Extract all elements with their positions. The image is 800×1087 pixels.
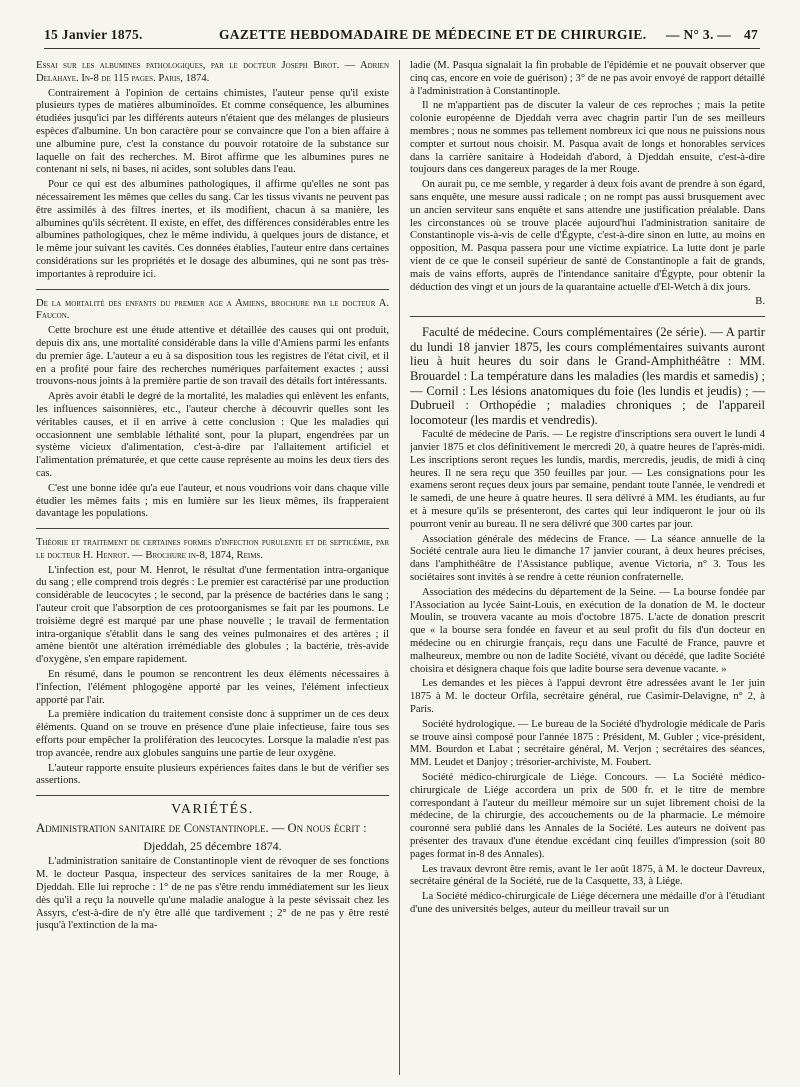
divider <box>36 528 389 529</box>
admin-signature: B. <box>755 296 765 308</box>
right-column <box>410 60 765 1080</box>
birot-paragraph-2: Pour ce qui est des albumines pathologiques, il affirme qu'elles ne sont pas nécessairement les mêmes que celles du sang. Car les tissus vivants ne peuvent pas être assimilés à des filtres inertes, et ils modifient, chacun à sa manière, les albumines qu'ils sécrètent. Il existe, en effet, des différences considérables entre les albumines pathologiques, chez le même individu, à quelques jours de distance, et le même jour suivant les cavités. Ces données établies, l'auteur entre dans certaines considérations sur les propriétés et le dosage des albumines, qui ne sont pas très-importantes à reproduire ici. <box>36 179 389 280</box>
header-page-number: 47 <box>744 27 759 42</box>
admin-dateline: Djeddah, 25 décembre 1874. <box>143 838 282 853</box>
liege-paragraph-1: Société médico-chirurgicale de Liége. Concours. — La Société médico-chirurgicale de Liége accordera un prix de 500 fr. et le titre de membre correspondant à l'auteur du meilleur mémoire sur un sujet librement choisi de la médecine, de la chirurgie, des accouchements ou de la pharmacie. Le mémoire couronné sera publié dans les Annales de la Société. Les auteurs ne doivent pas présenter des travaux d'une étendue excédant cinq feuilles d'impression (soit 80 pages format in-8 des Annales). <box>410 772 765 860</box>
column-divider <box>399 60 400 1075</box>
henrot-paragraph-4: L'auteur rapporte ensuite plusieurs expériences faites dans le but de vérifier ses assertions. <box>36 762 389 787</box>
header-journal-title: GAZETTE HEBDOMADAIRE DE MÉDECINE ET DE CHIRURGIE. <box>219 27 647 42</box>
association-generale-notice: Association générale des médecins de France. — La séance annuelle de la Société centrale aura lieu le dimanche 17 janvier courant, à deux heures précises, dans l'amphithéâtre de l'Assistance publique, avenue Victoria, n° 3. Tous les sociétaires sont invités à se rendre à cette réunion confraternelle. <box>410 533 765 584</box>
henrot-paragraph-2: En résumé, dans le poumon se rencontrent les deux éléments nécessaires à l'infection, l'élément phlogogène apporté par les veines, l'élément infectieux apporté par l'air. <box>36 669 389 706</box>
varietes-section-title: VARIÉTÉS. <box>171 802 254 818</box>
admin-paragraph-3: On aurait pu, ce me semble, y regarder à deux fois avant de prendre à son égard, sans enquête, une mesure aussi radicale ; on ne rompt pas aussi brusquement avec un ancien serviteur sans enquête et sans attendre une justification préalable. Dans les circonstances où se trouve placée aujourd'hui l'administration sanitaire de Constantinople vis-à-vis de celle d'Égypte, c'est-à-dire sinon en lutte, au moins en opposition, M. Pasqua passera pour une victime expiatrice. La lutte dont je parle vient de ce que le conseil supérieur de santé de Constantinople a fait de grands, mais de vains efforts, auprès de l'intendance sanitaire d'Égypte, pour obtenir la déduction des vingt et un jours de la quarantaine actuelle d'El-Wetch à dix jours. <box>410 179 765 293</box>
birot-paragraph-1: Contrairement à l'opinion de certains chimistes, l'auteur pense qu'il existe plusieurs types de matières albuminoïdes. Et comme conséquence, les albumines étudiées jusqu'ici par les différents auteurs n'étaient que des mélanges de plusieurs espèces d'albumine. Un bon caractère pour se convaincre que l'on a bien affaire à une albumine pure, c'est la constance du pouvoir rotatoire de la substance sur laquelle on fait des recherches. M. Birot affirme que les albumines pures ne contenant ni sels, ni bases, ni acides, sont solubles dans l'eau. <box>36 87 389 176</box>
amiens-paragraph-3: C'est une bonne idée qu'a eue l'auteur, et nous voudrions voir dans chaque ville étudier les mêmes faits ; mis en lumière sur les lieux mêmes, ils frapperaient davantage les populations. <box>36 482 389 520</box>
admin-paragraph-1-continued: ladie (M. Pasqua signalait la fin probable de l'épidémie et ne pouvait observer que cinq cas, encore en voie de guérison) ; 3° de ne pas avoir envoyé de rapport détaillé à l'administration à Constantinople. <box>410 60 765 97</box>
liege-paragraph-3: La Société médico-chirurgicale de Liége décernera une médaille d'or à l'étudiant d'une des universités belges, auteur du meilleur travail sur un <box>410 891 765 915</box>
amiens-paragraph-1: Cette brochure est une étude attentive et détaillée des causes qui ont produit, depuis dix ans, une mortalité considérable dans la ville d'Amiens parmi les enfants du premier âge. L'auteur a eu à sa disposition tous les registres de l'état civil, et il en a profité pour faire des recherches numériques parfaitement exactes ; aussi trouvons-nous joints à la première partie de son travail des détails fort intéressants. <box>36 325 389 388</box>
henrot-paragraph-1: L'infection est, pour M. Henrot, le résultat d'une fermentation intra-organique du sang ; elle comprend trois degrés : Le premier est caractérisé par une production considérable de leucocytes ; le second, par la présence de bactéries dans le sang ; l'auteur croit que l'absorption de ces protoorganismes se fait par les poumons. Le troisième degré est marqué par une phase nouvelle ; le travail de fermentation intra-organique s'établit dans le sang des veines pulmonaires et des artères ; il amène bientôt une altération irrémédiable des globules ; la bactérie, très-avide d'oxygène, s'en empare rapidement. <box>36 564 389 666</box>
admin-paragraph-2: Il ne m'appartient pas de discuter la valeur de ces reproches ; mais la petite colonie européenne de Djeddah verra avec chagrin partir l'un de ses meilleurs membres ; nous ne sommes pas tellement nombreux ici que nous ne puissions nous compter et surtout nous choisir. M. Pasqua avait de longs et honorables services dans la carrière sanitaire à Hodeidah d'abord, à Djeddah ensuite, c'est-à-dire toujours dans ces dangereux parages de la mer Rouge. <box>410 100 765 176</box>
association-seine-paragraph-2: Les demandes et les pièces à l'appui devront être adressées avant le 1er juin 1875 à M. le docteur Orfila, secrétaire général, rue Casimir-Delavigne, n° 2, à Paris. <box>410 678 765 716</box>
admin-paragraph-1: L'administration sanitaire de Constantinople vient de révoquer de ses fonctions M. le docteur Pasqua, inspecteur des services sanitaires de la mer Rouge, à Djeddah. Elle lui reproche : 1° de ne pas s'être rendu immédiatement sur les lieux dès qu'il a reçu la nouvelle qu'une maladie analogue à la peste sévissait chez les Assyrs, c'est-à-dire de n'y être allé que tardivement ; 2° de ne pas y être resté jusqu'à l'extinction de la ma- <box>36 856 389 932</box>
henrot-paragraph-3: La première indication du traitement consiste donc à supprimer un de ces deux éléments. Quand on se trouve en présence d'une plaie infectieuse, faire tous ses efforts pour empêcher la prolifération des leucocytes. Lorsque la maladie n'est pas trop avancée, rendre aux globules sanguins une partie de leur oxygène. <box>36 709 389 759</box>
page-header <box>44 27 760 47</box>
faculte-paris-notice: Faculté de médecine de Paris. — Le registre d'inscriptions sera ouvert le lundi 4 janvier 1875 et clos définitivement le mercredi 20, à quatre heures de l'après-midi. Les inscriptions seront reçues les lundis, mardis, mercredis, jeudis, de midi à cinq heures. Il ne sera reçu que 350 feuilles par jour. — Les consignations pour les examens seront reçues deux jours par semaine, pendant toute l'année, le vendredi et le samedi, de une heure à quatre heures. Il sera délivré à MM. les étudiants, au fur et à mesure qu'ils se présenteront, des cartes qui leur indiqueront le jour où ils pourront venir au bureau. Il ne sera délivré que 300 cartes par jour. <box>410 429 765 530</box>
admin-heading: Administration sanitaire de Constantinople. — On nous écrit : <box>36 821 367 836</box>
amiens-paragraph-2: Après avoir établi le degré de la mortalité, les maladies qui enlèvent les enfants, les influences saisonnières, etc., l'auteur cherche à découvrir quelles sont les véritables causes, et il en arrive à cette conclusion : Que les maladies qui occasionnent une semblable léthalité sont, pour la plupart, engendrées par un système vicieux d'alimentation, c'est-à-dire par l'allaitement artificiel et l'alimentation prématurée, et que cette cause représente au moins les deux tiers des cas. <box>36 391 389 479</box>
amiens-heading: De la mortalité des enfants du premier age a Amiens, brochure par le docteur A. Faucon. <box>36 297 389 322</box>
faculte-cours-complementaires: Faculté de médecine. Cours complémentaires (2e série). — A partir du lundi 18 janvier 1875, les cours complémentaires suivants auront lieu à huit heures du soir dans le Grand-Amphithéâtre : MM. Brouardel : La température dans les maladies (les mardis et samedis) ; — Cornil : Les lésions anatomiques du foie (les lundis et jeudis) ; — Dubrueil : Orthopédie ; maladies chroniques ; de l'appareil locomoteur (les mardis et vendredis). <box>410 325 765 427</box>
birot-heading: Essai sur les albumines pathologiques, par le docteur Joseph Birot. — Adrien Delahaye. In-8 de 115 pages. Paris, 1874. <box>36 60 389 84</box>
divider <box>410 316 765 317</box>
header-issue: — N° 3. — <box>666 27 732 42</box>
header-date: 15 Janvier 1875. <box>44 27 143 42</box>
divider <box>36 795 389 796</box>
societe-hydrologique-notice: Société hydrologique. — Le bureau de la Société d'hydrologie médicale de Paris se trouve ainsi composé pour l'année 1875 : Président, M. Gubler ; vice-président, MM. Bourdon et Labat ; secrétaire général, M. Verjon ; secrétaires des séances, MM. Leudet et Danjoy ; trésorier-archiviste, M. Foubert. <box>410 718 765 769</box>
association-seine-paragraph-1: Association des médecins du département de la Seine. — La bourse fondée par l'Association au lycée Saint-Louis, en exécution de la donation de M. le docteur Moulin, se trouvera vacante au mois d'octobre 1875. L'acte de donation prescrit que « la bourse sera fondée en faveur et au seul profit du fils d'un docteur en médecine ou en chirurgie français, reçu dans une Faculté de France, pauvre et malheureux, membre ou non de ladite Société, vivant ou décédé, que ladite Société choisira et désignera chaque fois que ladite bourse sera devenue vacante. » <box>410 586 765 675</box>
liege-paragraph-2: Les travaux devront être remis, avant le 1er août 1875, à M. le docteur Davreux, secrétaire général de la Société, rue de la Casquette, 33, à Liége. <box>410 863 765 888</box>
henrot-heading: Théorie et traitement de certaines formes d'infection purulente et de septicémie, par le docteur H. Henrot. — Brochure in-8, 1874, Reims. <box>36 537 389 561</box>
header-rule <box>44 48 760 49</box>
divider <box>36 289 389 290</box>
left-column <box>36 60 389 1080</box>
